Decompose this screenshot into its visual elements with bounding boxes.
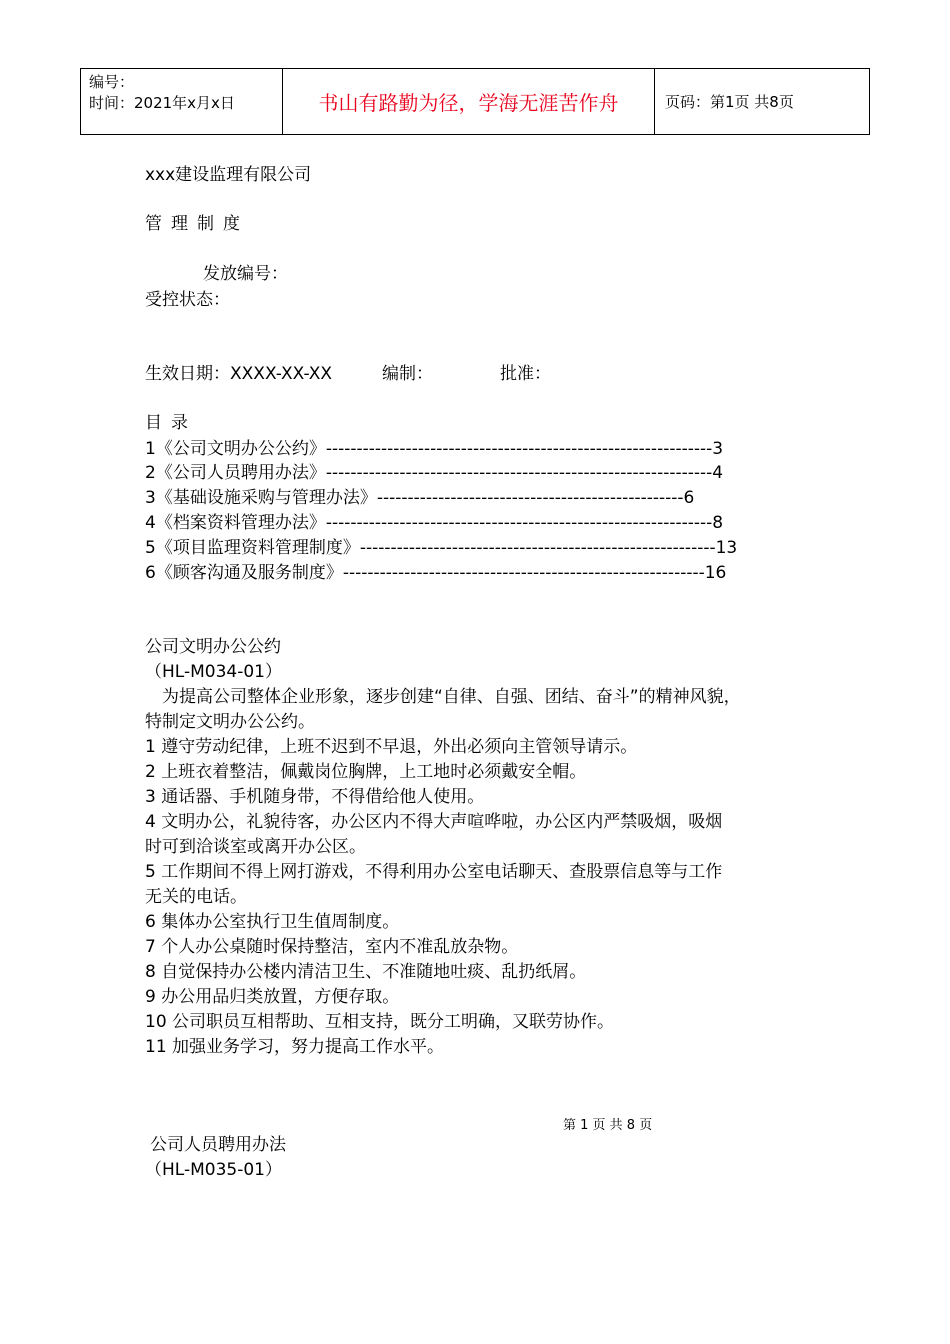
toc-item[interactable]: 5《项目监理资料管理制度》----------------------------------------------------------13: [145, 538, 738, 558]
body-line: 2 上班衣着整洁，佩戴岗位胸牌，上工地时必须戴安全帽。: [145, 762, 587, 782]
motto: 书山有路勤为径，学海无涯苦作舟: [283, 69, 655, 134]
header-left-cell: [81, 69, 283, 134]
toc-item[interactable]: 4《档案资料管理办法》---------------------------------------------------------------8: [145, 513, 724, 533]
body-line: 5 工作期间不得上网打游戏，不得利用办公室电话聊天、查股票信息等与工作: [145, 862, 723, 882]
body-line: 10 公司职员互相帮助、互相支持，既分工明确，又联劳协作。: [145, 1012, 615, 1032]
footer-page-number: 第 1 页 共 8 页: [563, 1118, 653, 1133]
section1-title: 公司文明办公公约: [145, 637, 281, 657]
body-line: 特制定文明办公公约。: [145, 712, 315, 732]
section2-title: 公司人员聘用办法: [150, 1135, 286, 1155]
company-name: xxx建设监理有限公司: [145, 165, 312, 185]
doc-title: 管理制度: [145, 214, 249, 234]
time-label: 时间：2021年x月x日: [89, 94, 235, 112]
effective-date: 生效日期：XXXX-XX-XX: [145, 364, 333, 384]
header-table: [80, 68, 870, 135]
issue-no-label: 发放编号：: [203, 264, 288, 284]
compiled-label: 编制：: [382, 364, 433, 384]
body-line: 为提高公司整体企业形象，逐步创建“自律、自强、团结、奋斗”的精神风貌，: [145, 687, 741, 707]
body-line: 8 自觉保持办公楼内清洁卫生、不准随地吐痰、乱扔纸屑。: [145, 962, 587, 982]
toc-item[interactable]: 2《公司人员聘用办法》---------------------------------------------------------------4: [145, 463, 724, 483]
toc-item[interactable]: 3《基础设施采购与管理办法》--------------------------------------------------6: [145, 488, 695, 508]
page-code: 页码：第1页 共8页: [665, 93, 794, 111]
body-line: 无关的电话。: [145, 887, 247, 907]
body-line: 11 加强业务学习，努力提高工作水平。: [145, 1037, 445, 1057]
toc-item[interactable]: 1《公司文明办公公约》---------------------------------------------------------------3: [145, 439, 724, 459]
body-line: 6 集体办公室执行卫生值周制度。: [145, 912, 400, 932]
section1-code: （HL-M034-01）: [145, 662, 282, 682]
control-status-label: 受控状态：: [145, 290, 230, 310]
body-line: 7 个人办公桌随时保持整洁，室内不准乱放杂物。: [145, 937, 519, 957]
body-line: 4 文明办公，礼貌待客，办公区内不得大声喧哗啦，办公区内严禁吸烟，吸烟: [145, 812, 723, 832]
approved-label: 批准：: [500, 364, 551, 384]
body-line: 时可到洽谈室或离开办公区。: [145, 837, 366, 857]
body-line: 3 通话器、手机随身带，不得借给他人使用。: [145, 787, 485, 807]
toc-item[interactable]: 6《顾客沟通及服务制度》-----------------------------------------------------------16: [145, 563, 727, 583]
body-line: 9 办公用品归类放置，方便存取。: [145, 987, 400, 1007]
section2-code: （HL-M035-01）: [145, 1160, 282, 1180]
body-line: 1 遵守劳动纪律，上班不迟到不早退，外出必须向主管领导请示。: [145, 737, 638, 757]
toc-title: 目录: [145, 413, 197, 433]
number-label: 编号：: [89, 73, 135, 91]
